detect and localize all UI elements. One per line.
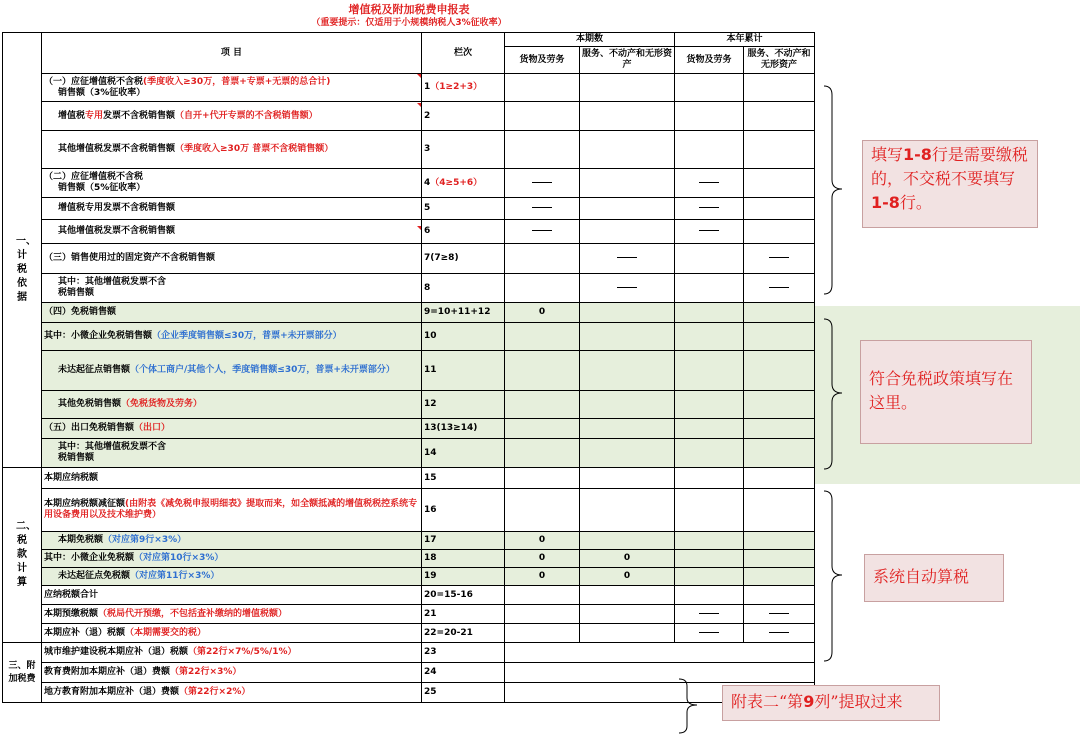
row-12-cell[interactable]	[580, 391, 675, 419]
row-20-code: 20=15-16	[422, 586, 505, 605]
row-17-cell[interactable]	[675, 532, 744, 550]
row-23-code: 23	[422, 643, 505, 663]
row-7-services-ytd[interactable]	[744, 244, 815, 274]
corner-marker	[417, 103, 421, 107]
row-3-cell[interactable]	[505, 131, 580, 169]
row-21-code: 21	[422, 605, 505, 624]
row-2-cell[interactable]	[675, 102, 744, 131]
dash-mark	[769, 632, 789, 633]
row-16-cell[interactable]	[505, 489, 580, 532]
row-4-cell[interactable]	[580, 169, 675, 198]
row-10-cell[interactable]	[505, 323, 580, 351]
dash-mark	[699, 632, 719, 633]
row-22-cell[interactable]	[505, 624, 580, 643]
row-3-cell[interactable]	[675, 131, 744, 169]
row-20-cell[interactable]	[505, 586, 580, 605]
row-20-cell[interactable]	[580, 586, 675, 605]
row-19-label: 未达起征点免税额（对应第11行×3%）	[42, 568, 422, 586]
section-3-label: 三、附加税费	[3, 643, 42, 703]
row-17-goods[interactable]: 0	[505, 532, 580, 550]
row-10-cell[interactable]	[675, 323, 744, 351]
brace-rows-23-25	[677, 678, 701, 734]
row-1-cell[interactable]	[580, 74, 675, 102]
row-13-code: 13(13≥14)	[422, 419, 505, 439]
row-23-cell[interactable]	[505, 643, 815, 663]
row-18-code: 18	[422, 550, 505, 568]
row-13-cell[interactable]	[580, 419, 675, 439]
row-10-code: 10	[422, 323, 505, 351]
row-18-goods[interactable]: 0	[505, 550, 580, 568]
row-6-goods-ytd[interactable]	[675, 220, 744, 244]
header-goods: 货物及劳务	[505, 47, 580, 74]
header-services: 服务、不动产和无形资产	[580, 47, 675, 74]
row-1-cell[interactable]	[505, 74, 580, 102]
row-8-cell[interactable]	[675, 274, 744, 303]
corner-marker	[417, 74, 421, 78]
row-10-label: 其中：小微企业免税销售额（企业季度销售额≤30万，普票+未开票部分）	[42, 323, 422, 351]
row-10-cell[interactable]	[744, 323, 815, 351]
dash-mark	[699, 230, 719, 231]
row-16-code: 16	[422, 489, 505, 532]
row-20-cell[interactable]	[744, 586, 815, 605]
row-13-cell[interactable]	[505, 419, 580, 439]
row-14-label: 其中：其他增值税发票不含 税销售额	[42, 439, 422, 468]
corner-marker	[417, 226, 421, 230]
row-16-cell[interactable]	[675, 489, 744, 532]
row-11-cell[interactable]	[505, 351, 580, 391]
row-4-goods-ytd[interactable]	[675, 169, 744, 198]
dash-mark	[769, 257, 789, 258]
row-18-cell[interactable]	[675, 550, 744, 568]
header-goods-ytd: 货物及劳务	[675, 47, 744, 74]
row-2-code: 2	[422, 102, 505, 131]
row-16-cell[interactable]	[744, 489, 815, 532]
row-19-services[interactable]: 0	[580, 568, 675, 586]
row-5-code: 5	[422, 198, 505, 220]
row-2-cell[interactable]	[505, 102, 580, 131]
declaration-table	[2, 32, 815, 703]
row-1-cell[interactable]	[744, 74, 815, 102]
row-18-label: 其中：小微企业免税额（对应第10行×3%）	[42, 550, 422, 568]
row-16-label: 本期应纳税额减征额(由附表《减免税申报明细表》提取而来，如全额抵减的增值税税控系统专用设备费用以及技术维护费）	[42, 489, 422, 532]
dash-mark	[532, 230, 552, 231]
row-17-cell[interactable]	[580, 532, 675, 550]
row-14-cell[interactable]	[675, 439, 744, 468]
annotation-exempt: 符合免税政策填写在这里。	[860, 340, 1032, 444]
annotation-rows-1-8: 填写1-8行是需要缴税的，不交税不要填写1-8行。	[862, 140, 1038, 228]
section-2-label: 二、税款计算	[3, 468, 42, 643]
form-subtitle: （重要提示：仅适用于小规模纳税人3%征收率）	[311, 18, 507, 28]
dash-mark	[699, 613, 719, 614]
row-20-cell[interactable]	[675, 586, 744, 605]
row-13-cell[interactable]	[744, 419, 815, 439]
dash-mark	[769, 287, 789, 288]
row-5-label: 增值税专用发票不含税销售额	[42, 198, 422, 220]
row-4-cell[interactable]	[744, 169, 815, 198]
row-16-cell[interactable]	[580, 489, 675, 532]
row-21-cell[interactable]	[505, 605, 580, 624]
row-15-code: 15	[422, 468, 505, 489]
row-23-label: 城市维护建设税本期应补（退）税额（第22行×7%/5%/1%）	[42, 643, 422, 663]
row-8-code: 8	[422, 274, 505, 303]
row-4-label: （二）应征增值税不含税 销售额（5%征收率）	[42, 169, 422, 198]
row-7-services[interactable]	[580, 244, 675, 274]
row-12-label: 其他免税销售额（免税货物及劳务）	[42, 391, 422, 419]
row-11-cell[interactable]	[580, 351, 675, 391]
row-9-label: （四）免税销售额	[42, 303, 422, 323]
dash-mark	[532, 207, 552, 208]
row-8-services-ytd[interactable]	[744, 274, 815, 303]
row-22-label: 本期应补（退）税额（本期需要交的税）	[42, 624, 422, 643]
brace-rows-15-22	[822, 490, 846, 662]
row-7-code: 7(7≥8)	[422, 244, 505, 274]
row-14-cell[interactable]	[580, 439, 675, 468]
row-1-code: 1（1≥2+3）	[422, 74, 505, 102]
dash-mark	[699, 182, 719, 183]
row-17-label: 本期免税额（对应第9行×3%）	[42, 532, 422, 550]
row-19-cell[interactable]	[744, 568, 815, 586]
row-8-services[interactable]	[580, 274, 675, 303]
section-1-label: 一、计税依据	[3, 74, 42, 468]
row-6-goods[interactable]	[505, 220, 580, 244]
row-7-cell[interactable]	[505, 244, 580, 274]
row-20-label: 应纳税额合计	[42, 586, 422, 605]
row-5-goods-ytd[interactable]	[675, 198, 744, 220]
row-5-cell[interactable]	[744, 198, 815, 220]
row-8-label: 其中：其他增值税发票不含 税销售额	[42, 274, 422, 303]
row-22-goods-ytd[interactable]	[675, 624, 744, 643]
row-13-cell[interactable]	[675, 419, 744, 439]
row-25-code: 25	[422, 683, 505, 703]
dash-mark	[532, 182, 552, 183]
row-6-cell[interactable]	[580, 220, 675, 244]
header-item: 项 目	[42, 33, 422, 74]
row-12-code: 12	[422, 391, 505, 419]
row-3-cell[interactable]	[744, 131, 815, 169]
row-25-label: 地方教育附加本期应补（退）费额（第22行×2%）	[42, 683, 422, 703]
row-24-cell[interactable]	[505, 663, 815, 683]
row-22-cell[interactable]	[580, 624, 675, 643]
row-24-label: 教育费附加本期应补（退）费额（第22行×3%）	[42, 663, 422, 683]
row-11-cell[interactable]	[675, 351, 744, 391]
row-5-goods[interactable]	[505, 198, 580, 220]
row-17-code: 17	[422, 532, 505, 550]
row-11-code: 11	[422, 351, 505, 391]
row-15-label: 本期应纳税额	[42, 468, 422, 489]
row-2-label: 增值税专用发票不含税销售额（自开+代开专票的不含税销售额）	[42, 102, 422, 131]
row-3-code: 3	[422, 131, 505, 169]
row-8-cell[interactable]	[505, 274, 580, 303]
row-15-cell[interactable]	[505, 468, 580, 489]
row-11-cell[interactable]	[744, 351, 815, 391]
row-17-cell[interactable]	[744, 532, 815, 550]
row-6-cell[interactable]	[744, 220, 815, 244]
row-5-cell[interactable]	[580, 198, 675, 220]
row-22-code: 22=20-21	[422, 624, 505, 643]
brace-rows-9-14	[822, 318, 846, 470]
form-title: 增值税及附加税费申报表	[348, 3, 470, 16]
row-22-services-ytd[interactable]	[744, 624, 815, 643]
row-1-cell[interactable]	[675, 74, 744, 102]
row-9-cell[interactable]	[580, 303, 675, 323]
row-3-label: 其他增值税发票不含税销售额（季度收入≥30万 普票不含税销售额）	[42, 131, 422, 169]
row-9-code: 9=10+11+12	[422, 303, 505, 323]
row-12-cell[interactable]	[505, 391, 580, 419]
row-15-cell[interactable]	[675, 468, 744, 489]
row-14-code: 14	[422, 439, 505, 468]
row-14-cell[interactable]	[505, 439, 580, 468]
row-3-cell[interactable]	[580, 131, 675, 169]
row-21-label: 本期预缴税额（税局代开预缴，不包括查补缴纳的增值税额）	[42, 605, 422, 624]
brace-rows-1-8	[822, 85, 846, 295]
row-11-label: 未达起征点销售额（个体工商户/其他个人，季度销售额≤30万，普票+未开票部分）	[42, 351, 422, 391]
dash-mark	[699, 207, 719, 208]
header-ytd: 本年累计	[675, 33, 815, 47]
row-4-code: 4（4≥5+6）	[422, 169, 505, 198]
row-13-label: （五）出口免税销售额（出口）	[42, 419, 422, 439]
row-15-cell[interactable]	[580, 468, 675, 489]
row-2-cell[interactable]	[744, 102, 815, 131]
dash-mark	[617, 287, 637, 288]
header-services-ytd: 服务、不动产和无形资产	[744, 47, 815, 74]
row-6-code: 6	[422, 220, 505, 244]
row-6-label: 其他增值税发票不含税销售额	[42, 220, 422, 244]
row-2-cell[interactable]	[580, 102, 675, 131]
row-21-services-ytd[interactable]	[744, 605, 815, 624]
row-19-goods[interactable]: 0	[505, 568, 580, 586]
header-lanci: 栏次	[422, 33, 505, 74]
annotation-auto-calc: 系统自动算税	[864, 554, 1004, 602]
row-12-cell[interactable]	[744, 391, 815, 419]
row-4-goods[interactable]	[505, 169, 580, 198]
row-21-cell[interactable]	[580, 605, 675, 624]
row-1-label: （一）应征增值税不含税(季度收入≥30万，普票+专票+无票的总合计) 销售额（3%征收率）	[42, 74, 422, 102]
row-12-cell[interactable]	[675, 391, 744, 419]
row-24-code: 24	[422, 663, 505, 683]
row-14-cell[interactable]	[744, 439, 815, 468]
row-10-cell[interactable]	[580, 323, 675, 351]
row-7-cell[interactable]	[675, 244, 744, 274]
row-21-goods-ytd[interactable]	[675, 605, 744, 624]
row-9-goods[interactable]: 0	[505, 303, 580, 323]
header-current-period: 本期数	[505, 33, 675, 47]
row-19-code: 19	[422, 568, 505, 586]
annotation-appendix: 附表二“第9列”提取过来	[722, 685, 940, 721]
row-18-cell[interactable]	[744, 550, 815, 568]
row-15-cell[interactable]	[744, 468, 815, 489]
dash-mark	[769, 613, 789, 614]
row-7-label: （三）销售使用过的固定资产不含税销售额	[42, 244, 422, 274]
row-9-cell[interactable]	[744, 303, 815, 323]
row-9-cell[interactable]	[675, 303, 744, 323]
row-18-services[interactable]: 0	[580, 550, 675, 568]
dash-mark	[617, 257, 637, 258]
row-19-cell[interactable]	[675, 568, 744, 586]
